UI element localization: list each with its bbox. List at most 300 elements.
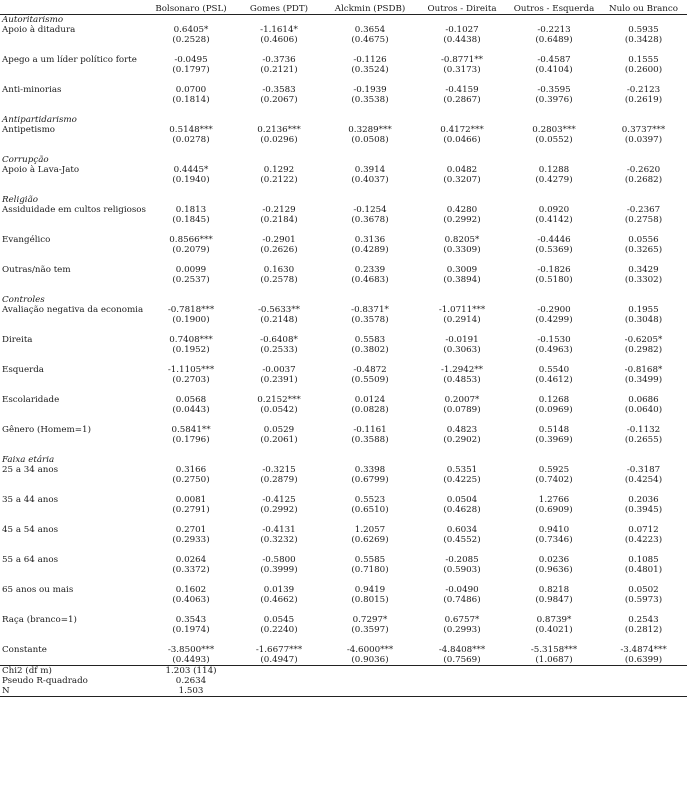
std-error-cell: (0.2902) (443, 435, 481, 445)
empty-label-cell (0, 595, 148, 605)
std-error-cell: (0.0296) (260, 135, 298, 145)
coefficient-cell: -5.3158*** (530, 645, 578, 655)
spacer-row (0, 445, 687, 455)
spacer-cell (0, 605, 687, 615)
std-error-cell: (0.3309) (443, 245, 481, 255)
spacer-cell (0, 75, 687, 85)
std-error-cell: (1.0687) (535, 655, 573, 665)
coefficient-row (0, 425, 687, 435)
coefficient-cell: -0.0495 (174, 55, 208, 65)
coefficient-cell: 0.5540 (538, 365, 570, 375)
section-title: Autoritarismo (2, 15, 64, 25)
std-error-cell: (0.4662) (260, 595, 298, 605)
coefficient-row (0, 335, 687, 345)
empty-label-cell (0, 375, 148, 385)
empty-label-cell (0, 345, 148, 355)
coefficient-cell: 0.0556 (628, 235, 659, 245)
stat-row (0, 676, 687, 686)
section-title: Corrupção (2, 155, 49, 165)
empty-label-cell (0, 245, 148, 255)
empty-cell (234, 666, 324, 677)
spacer-cell (0, 255, 687, 265)
std-error-cell: (0.4223) (624, 535, 663, 545)
empty-label-cell (0, 405, 148, 415)
std-error-row (0, 475, 687, 485)
std-error-cell: (0.0789) (443, 405, 481, 415)
coefficient-cell: 0.1813 (175, 205, 207, 215)
std-error-cell: (0.2391) (260, 375, 298, 385)
empty-label-cell (0, 505, 148, 515)
spacer-cell (0, 185, 687, 195)
std-error-cell: (0.2867) (443, 95, 481, 105)
coefficient-row (0, 525, 687, 535)
coefficient-cell: -0.4446 (537, 235, 571, 245)
std-error-cell: (0.1940) (172, 175, 210, 185)
std-error-cell: (0.4606) (260, 35, 298, 45)
std-error-cell: (0.4612) (535, 375, 573, 385)
std-error-cell: (0.4628) (443, 505, 481, 515)
spacer-row (0, 355, 687, 365)
spacer-cell (0, 515, 687, 525)
std-error-cell: (0.2148) (260, 315, 298, 325)
std-error-cell: (0.3524) (351, 65, 389, 75)
coefficient-cell: 0.1602 (175, 585, 207, 595)
coefficient-cell: 0.5925 (538, 465, 570, 475)
coefficient-cell: 0.5585 (354, 555, 386, 565)
section-heading-row (0, 115, 687, 125)
std-error-cell: (0.2600) (624, 65, 663, 75)
coefficient-cell: 0.3009 (446, 265, 478, 275)
spacer-cell (0, 355, 687, 365)
coefficient-cell: 0.1288 (538, 165, 570, 175)
std-error-cell: (0.4947) (260, 655, 298, 665)
coefficient-cell: -0.4131 (262, 525, 296, 535)
coefficient-cell: 0.0264 (175, 555, 207, 565)
stat-value: 1.503 (178, 686, 204, 696)
coefficient-cell: -0.0037 (262, 365, 296, 375)
row-label: Escolaridade (2, 395, 60, 405)
coefficient-cell: 0.6034 (446, 525, 478, 535)
std-error-cell: (0.5369) (535, 245, 573, 255)
empty-label-cell (0, 535, 148, 545)
row-label: 35 a 44 anos (2, 495, 59, 505)
coefficient-cell: 0.5523 (354, 495, 386, 505)
empty-label-cell (0, 315, 148, 325)
std-error-cell: (0.6909) (535, 505, 573, 515)
coefficient-cell: 0.3429 (628, 265, 659, 275)
spacer-row (0, 515, 687, 525)
coefficient-cell: 0.3398 (354, 465, 386, 475)
coefficient-cell: -0.8771** (440, 55, 484, 65)
coefficient-row (0, 235, 687, 245)
std-error-cell: (0.4493) (172, 655, 210, 665)
std-error-cell: (0.3207) (443, 175, 481, 185)
empty-label-cell (0, 475, 148, 485)
row-label: 45 a 54 anos (2, 525, 59, 535)
section-heading-row (0, 455, 687, 465)
coefficient-row (0, 645, 687, 655)
coefficient-cell: -0.3583 (262, 85, 296, 95)
std-error-cell: (0.9847) (535, 595, 573, 605)
column-header: Alckmin (PSDB) (334, 4, 406, 14)
coefficient-row (0, 465, 687, 475)
spacer-row (0, 185, 687, 195)
coefficient-cell: -0.3736 (262, 55, 296, 65)
std-error-cell: (0.2067) (260, 95, 298, 105)
std-error-cell: (0.4963) (535, 345, 573, 355)
std-error-cell: (0.2655) (624, 435, 663, 445)
coefficient-cell: -4.8408*** (438, 645, 486, 655)
coefficient-cell: -0.1254 (353, 205, 387, 215)
std-error-cell: (0.4104) (535, 65, 573, 75)
coefficient-row (0, 25, 687, 35)
row-label: Antipetismo (2, 125, 56, 135)
spacer-row (0, 45, 687, 55)
std-error-cell: (0.4853) (443, 375, 481, 385)
std-error-cell: (0.4021) (535, 625, 573, 635)
std-error-cell: (0.7569) (443, 655, 481, 665)
std-error-cell: (0.2682) (624, 175, 663, 185)
std-error-cell: (0.9636) (535, 565, 573, 575)
std-error-cell: (0.3499) (624, 375, 663, 385)
coefficient-cell: -0.4159 (445, 85, 479, 95)
coefficient-cell: 1.2766 (538, 495, 570, 505)
table-body (0, 15, 687, 697)
coefficient-cell: 0.2339 (354, 265, 386, 275)
row-label: Apoio à Lava-Jato (2, 165, 80, 175)
spacer-cell (0, 385, 687, 395)
empty-cell (234, 676, 324, 686)
stat-value: 1.203 (114) (165, 666, 217, 676)
coefficient-cell: -1.2942** (440, 365, 484, 375)
std-error-row (0, 435, 687, 445)
std-error-cell: (0.3063) (443, 345, 481, 355)
coefficient-cell: -0.2213 (537, 25, 571, 35)
coefficient-cell: 0.5841** (171, 425, 211, 435)
coefficient-cell: -0.1939 (353, 85, 387, 95)
empty-cell (324, 666, 416, 677)
coefficient-cell: 0.8566*** (169, 235, 213, 245)
std-error-row (0, 345, 687, 355)
spacer-cell (0, 415, 687, 425)
row-label: Direita (2, 335, 33, 345)
empty-label-cell (0, 565, 148, 575)
std-error-cell: (0.2992) (443, 215, 481, 225)
coefficient-cell: -0.1027 (445, 25, 479, 35)
std-error-cell: (0.0969) (535, 405, 573, 415)
coefficient-cell: -0.2367 (626, 205, 661, 215)
coefficient-cell: -3.4874*** (620, 645, 667, 655)
spacer-cell (0, 325, 687, 335)
coefficient-cell: 0.5583 (354, 335, 386, 345)
spacer-cell (0, 575, 687, 585)
coefficient-cell: -0.3595 (537, 85, 571, 95)
std-error-cell: (0.2982) (624, 345, 663, 355)
coefficient-cell: 0.3166 (175, 465, 207, 475)
empty-cell (416, 686, 508, 697)
empty-label-cell (0, 655, 148, 666)
coefficient-cell: 0.1292 (263, 165, 295, 175)
std-error-cell: (0.2079) (172, 245, 210, 255)
std-error-cell: (0.1974) (172, 625, 210, 635)
coefficient-cell: 0.0482 (446, 165, 478, 175)
coefficient-cell: 0.8739* (536, 615, 572, 625)
row-label: Avaliação negativa da economia (2, 305, 144, 315)
std-error-cell: (0.3265) (624, 245, 663, 255)
std-error-cell: (0.3678) (351, 215, 389, 225)
coefficient-row (0, 205, 687, 215)
empty-cell (508, 666, 600, 677)
section-title: Antipartidarismo (2, 115, 77, 125)
std-error-cell: (0.5180) (535, 275, 573, 285)
coefficient-cell: -0.4587 (537, 55, 571, 65)
std-error-cell: (0.3597) (351, 625, 389, 635)
coefficient-cell: 0.0686 (628, 395, 659, 405)
std-error-cell: (0.1796) (172, 435, 210, 445)
coefficient-cell: -0.1826 (537, 265, 571, 275)
std-error-cell: (0.8015) (351, 595, 389, 605)
std-error-cell: (0.2879) (260, 475, 298, 485)
std-error-cell: (0.0443) (172, 405, 210, 415)
coefficient-cell: -0.4125 (262, 495, 296, 505)
std-error-cell: (0.4037) (351, 175, 389, 185)
std-error-cell: (0.2791) (172, 505, 210, 515)
row-label: Constante (2, 645, 47, 655)
coefficient-row (0, 265, 687, 275)
std-error-cell: (0.3999) (260, 565, 298, 575)
std-error-cell: (0.0397) (624, 135, 663, 145)
spacer-row (0, 285, 687, 295)
spacer-cell (0, 145, 687, 155)
coefficient-cell: 0.5148 (538, 425, 570, 435)
coefficient-cell: 0.0712 (628, 525, 659, 535)
coefficient-row (0, 495, 687, 505)
section-title: Controles (2, 295, 45, 305)
coefficient-row (0, 365, 687, 375)
coefficient-cell: 0.9410 (538, 525, 570, 535)
column-header: Outros - Direita (427, 4, 497, 14)
spacer-row (0, 255, 687, 265)
std-error-cell: (0.3802) (351, 345, 389, 355)
coefficient-cell: 0.2136*** (257, 125, 301, 135)
std-error-cell: (0.2528) (172, 35, 210, 45)
std-error-cell: (0.6269) (351, 535, 389, 545)
coefficient-cell: 0.3654 (354, 25, 386, 35)
row-label: Anti-minorias (2, 85, 62, 95)
std-error-cell: (0.0278) (172, 135, 210, 145)
std-error-row (0, 315, 687, 325)
std-error-row (0, 405, 687, 415)
coefficient-cell: 0.3737*** (621, 125, 666, 135)
row-label: Assiduidade em cultos religiosos (2, 205, 146, 215)
coefficient-cell: 0.7297* (352, 615, 388, 625)
coefficient-cell: -0.0490 (445, 585, 479, 595)
std-error-cell: (0.2533) (260, 345, 298, 355)
std-error-cell: (0.0552) (535, 135, 573, 145)
std-error-cell: (0.3048) (624, 315, 663, 325)
coefficient-cell: 0.7408*** (169, 335, 213, 345)
row-label: Gênero (Homem=1) (2, 425, 91, 435)
std-error-cell: (0.3976) (535, 95, 573, 105)
header-row (0, 0, 687, 15)
std-error-cell: (0.2578) (260, 275, 298, 285)
std-error-row (0, 245, 687, 255)
std-error-cell: (0.2703) (172, 375, 210, 385)
std-error-cell: (0.2537) (172, 275, 210, 285)
std-error-cell: (0.4683) (351, 275, 389, 285)
empty-label-cell (0, 95, 148, 105)
std-error-cell: (0.4801) (624, 565, 663, 575)
section-title: Faixa etária (2, 455, 55, 465)
column-header: Outros - Esquerda (513, 4, 595, 14)
std-error-cell: (0.4279) (535, 175, 573, 185)
std-error-row (0, 625, 687, 635)
row-label: Outras/não tem (2, 265, 71, 275)
std-error-row (0, 535, 687, 545)
coefficient-cell: 0.1630 (263, 265, 295, 275)
coefficient-cell: -0.2901 (262, 235, 296, 245)
coefficient-cell: 0.3914 (354, 165, 386, 175)
coefficient-cell: 0.4445* (173, 165, 209, 175)
row-label: 55 a 64 anos (2, 555, 59, 565)
row-label: Evangélico (2, 235, 51, 245)
coefficient-cell: -1.6677*** (255, 645, 303, 655)
spacer-row (0, 605, 687, 615)
std-error-cell: (0.7180) (351, 565, 389, 575)
empty-label-cell (0, 65, 148, 75)
spacer-row (0, 225, 687, 235)
coefficient-cell: 0.0529 (263, 425, 295, 435)
std-error-row (0, 95, 687, 105)
std-error-cell: (0.4675) (351, 35, 389, 45)
empty-cell (600, 666, 687, 677)
std-error-cell: (0.2122) (260, 175, 298, 185)
std-error-cell: (0.6489) (535, 35, 573, 45)
section-heading-row (0, 155, 687, 165)
empty-cell (324, 676, 416, 686)
coefficient-cell: 0.8218 (538, 585, 570, 595)
coefficient-row (0, 615, 687, 625)
stat-label: N (2, 686, 10, 696)
stat-value: 0.2634 (175, 676, 207, 686)
column-header: Gomes (PDT) (249, 4, 309, 14)
empty-label-cell (0, 215, 148, 225)
std-error-cell: (0.4254) (624, 475, 663, 485)
empty-label-cell (0, 435, 148, 445)
coefficient-cell: -0.2085 (445, 555, 479, 565)
std-error-cell: (0.2758) (624, 215, 663, 225)
row-label: 25 a 34 anos (2, 465, 59, 475)
coefficient-cell: 0.6405* (173, 25, 209, 35)
spacer-row (0, 545, 687, 555)
std-error-cell: (0.6399) (624, 655, 663, 665)
coefficient-cell: -0.3187 (626, 465, 661, 475)
std-error-cell: (0.3173) (443, 65, 481, 75)
spacer-cell (0, 445, 687, 455)
std-error-cell: (0.3588) (351, 435, 389, 445)
coefficient-cell: 0.0081 (175, 495, 207, 505)
section-heading-row (0, 195, 687, 205)
std-error-cell: (0.0828) (351, 405, 389, 415)
coefficient-cell: 0.5148*** (169, 125, 213, 135)
coefficient-cell: 1.2057 (354, 525, 386, 535)
coefficient-cell: -0.1161 (353, 425, 387, 435)
std-error-cell: (0.2992) (260, 505, 298, 515)
coefficient-cell: -0.1126 (353, 55, 387, 65)
std-error-cell: (0.6799) (351, 475, 389, 485)
std-error-cell: (0.0466) (443, 135, 481, 145)
coefficient-cell: 0.2152*** (257, 395, 301, 405)
std-error-cell: (0.5973) (624, 595, 663, 605)
std-error-cell: (0.2812) (624, 625, 663, 635)
coefficient-cell: 0.0124 (354, 395, 386, 405)
coefficient-cell: -1.1105*** (167, 365, 215, 375)
std-error-cell: (0.3232) (260, 535, 298, 545)
std-error-row (0, 565, 687, 575)
coefficient-cell: 0.5351 (446, 465, 478, 475)
column-header: Nulo ou Branco (609, 4, 678, 14)
empty-label-cell (0, 625, 148, 635)
std-error-cell: (0.2619) (624, 95, 663, 105)
stat-row (0, 666, 687, 677)
std-error-cell: (0.4552) (443, 535, 481, 545)
empty-cell (508, 686, 600, 697)
spacer-cell (0, 485, 687, 495)
coefficient-cell: 0.0502 (628, 585, 659, 595)
coefficient-cell: 0.4823 (446, 425, 478, 435)
coefficient-cell: -0.4872 (353, 365, 387, 375)
coefficient-cell: -4.6000*** (346, 645, 394, 655)
coefficient-cell: -3.8500*** (167, 645, 215, 655)
std-error-cell: (0.2993) (443, 625, 481, 635)
empty-cell (508, 676, 600, 686)
coefficient-cell: -0.8168* (624, 365, 663, 375)
empty-label-cell (0, 175, 148, 185)
coefficient-cell: 0.0700 (175, 85, 207, 95)
empty-cell (600, 686, 687, 697)
coefficient-cell: 0.1085 (628, 555, 659, 565)
std-error-cell: (0.7402) (535, 475, 573, 485)
spacer-row (0, 415, 687, 425)
coefficient-cell: 0.1555 (628, 55, 659, 65)
coefficient-cell: -0.1530 (537, 335, 571, 345)
std-error-cell: (0.2750) (172, 475, 210, 485)
std-error-cell: (0.0542) (260, 405, 298, 415)
coefficient-cell: 0.2007* (444, 395, 480, 405)
section-heading-row (0, 295, 687, 305)
coefficient-cell: -0.0191 (445, 335, 479, 345)
std-error-row (0, 35, 687, 45)
std-error-cell: (0.9036) (351, 655, 389, 665)
coefficient-row (0, 165, 687, 175)
std-error-cell: (0.4438) (443, 35, 481, 45)
spacer-row (0, 105, 687, 115)
std-error-cell: (0.1814) (172, 95, 210, 105)
coefficient-cell: 0.8205* (444, 235, 480, 245)
empty-cell (234, 686, 324, 697)
std-error-cell: (0.2914) (443, 315, 481, 325)
coefficient-cell: 0.2543 (628, 615, 659, 625)
spacer-cell (0, 285, 687, 295)
std-error-row (0, 135, 687, 145)
spacer-row (0, 75, 687, 85)
spacer-row (0, 635, 687, 645)
empty-cell (416, 676, 508, 686)
std-error-cell: (0.1845) (172, 215, 210, 225)
coefficient-cell: 0.0504 (446, 495, 478, 505)
empty-label-cell (0, 135, 148, 145)
section-title: Religião (2, 195, 38, 205)
